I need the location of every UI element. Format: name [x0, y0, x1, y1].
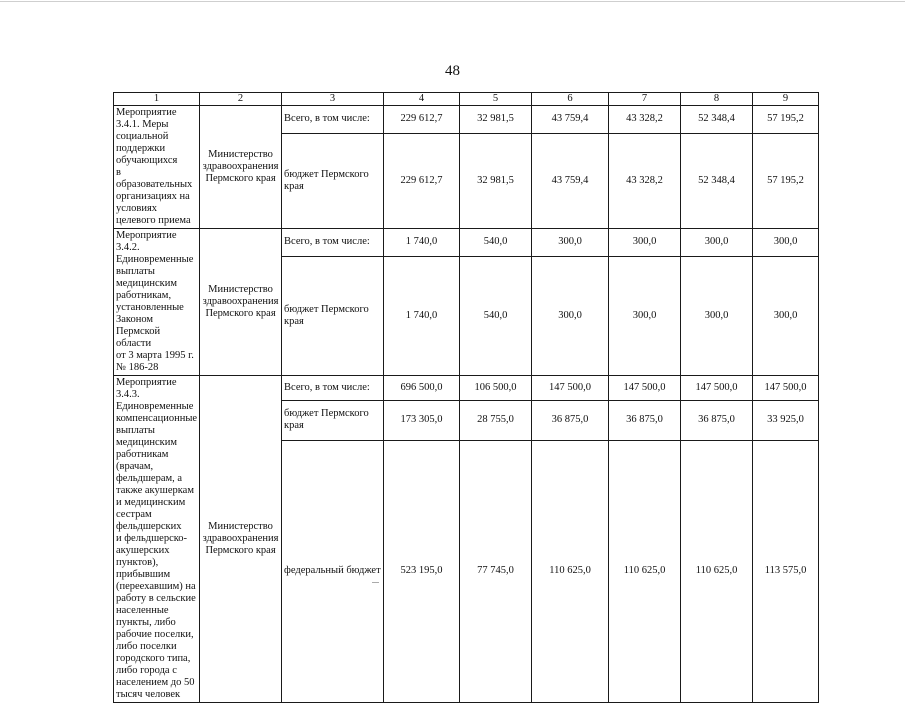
page-number: 48 — [445, 63, 460, 79]
source-cell: Всего, в том числе: — [282, 106, 384, 134]
value-cell: 77 745,0 — [460, 440, 532, 702]
column-header: 4 — [384, 93, 460, 106]
activity-cell: Мероприятие 3.4.3. Единовременные компенсационные выплаты медицинским работникам (врачам, фельдшерам, а также акушеркам и медицинским сестрам фельдшерских и фельдшерско-акушерских пунктов), прибывшим (переехавшим) на работу в сельские населенные пункты, либо рабочие поселки, либо поселки городского типа, либо города с населением до 50 тысяч человек — [114, 376, 200, 703]
value-cell: 523 195,0 — [384, 440, 460, 702]
value-cell: 300,0 — [609, 256, 681, 375]
value-cell: 52 348,4 — [681, 106, 753, 134]
column-header: 6 — [532, 93, 609, 106]
value-cell: 57 195,2 — [753, 133, 819, 228]
value-cell: 300,0 — [532, 229, 609, 257]
table-row — [114, 106, 819, 134]
value-cell: 110 625,0 — [609, 440, 681, 702]
value-cell: 147 500,0 — [753, 376, 819, 401]
value-cell: 28 755,0 — [460, 401, 532, 441]
value-cell: 147 500,0 — [609, 376, 681, 401]
value-cell: 300,0 — [753, 256, 819, 375]
page-top-edge — [0, 1, 905, 2]
value-cell: 229 612,7 — [384, 106, 460, 134]
value-cell: 147 500,0 — [532, 376, 609, 401]
value-cell: 229 612,7 — [384, 133, 460, 228]
value-cell: 113 575,0 — [753, 440, 819, 702]
value-cell: 36 875,0 — [532, 401, 609, 441]
value-cell: 33 925,0 — [753, 401, 819, 441]
value-cell: 540,0 — [460, 256, 532, 375]
value-cell: 110 625,0 — [532, 440, 609, 702]
value-cell: 1 740,0 — [384, 256, 460, 375]
column-header: 1 — [114, 93, 200, 106]
table-row — [114, 229, 819, 257]
value-cell: 540,0 — [460, 229, 532, 257]
executor-cell: Министерство здравоохранения Пермского края — [200, 106, 282, 229]
table-row — [114, 376, 819, 401]
scan-speck — [372, 582, 379, 583]
value-cell: 106 500,0 — [460, 376, 532, 401]
header-row — [114, 93, 819, 106]
source-cell: федеральный бюджет — [282, 440, 384, 702]
value-cell: 36 875,0 — [609, 401, 681, 441]
value-cell: 300,0 — [681, 229, 753, 257]
source-cell: Всего, в том числе: — [282, 229, 384, 257]
value-cell: 173 305,0 — [384, 401, 460, 441]
value-cell: 43 759,4 — [532, 106, 609, 134]
column-header: 2 — [200, 93, 282, 106]
value-cell: 43 328,2 — [609, 106, 681, 134]
activity-cell: Мероприятие 3.4.2. Единовременные выплаты медицинским работникам, установленные Законом Пермской области от 3 марта 1995 г. № 186-28 — [114, 229, 200, 376]
source-cell: Всего, в том числе: — [282, 376, 384, 401]
value-cell: 300,0 — [609, 229, 681, 257]
column-header: 7 — [609, 93, 681, 106]
value-cell: 110 625,0 — [681, 440, 753, 702]
column-header: 5 — [460, 93, 532, 106]
value-cell: 36 875,0 — [681, 401, 753, 441]
value-cell: 57 195,2 — [753, 106, 819, 134]
source-cell: бюджет Пермского края — [282, 133, 384, 228]
value-cell: 32 981,5 — [460, 133, 532, 228]
column-header: 8 — [681, 93, 753, 106]
source-cell: бюджет Пермского края — [282, 256, 384, 375]
value-cell: 696 500,0 — [384, 376, 460, 401]
activity-cell: Мероприятие 3.4.1. Меры социальной поддержки обучающихся в образовательных организациях на условиях целевого приема — [114, 106, 200, 229]
value-cell: 300,0 — [753, 229, 819, 257]
column-header: 3 — [282, 93, 384, 106]
value-cell: 43 759,4 — [532, 133, 609, 228]
budget-table — [113, 92, 819, 703]
source-cell: бюджет Пермского края — [282, 401, 384, 441]
value-cell: 52 348,4 — [681, 133, 753, 228]
column-header: 9 — [753, 93, 819, 106]
value-cell: 300,0 — [681, 256, 753, 375]
value-cell: 147 500,0 — [681, 376, 753, 401]
value-cell: 32 981,5 — [460, 106, 532, 134]
value-cell: 1 740,0 — [384, 229, 460, 257]
executor-cell: Министерство здравоохранения Пермского края — [200, 229, 282, 376]
executor-cell: Министерство здравоохранения Пермского края — [200, 376, 282, 703]
value-cell: 300,0 — [532, 256, 609, 375]
value-cell: 43 328,2 — [609, 133, 681, 228]
